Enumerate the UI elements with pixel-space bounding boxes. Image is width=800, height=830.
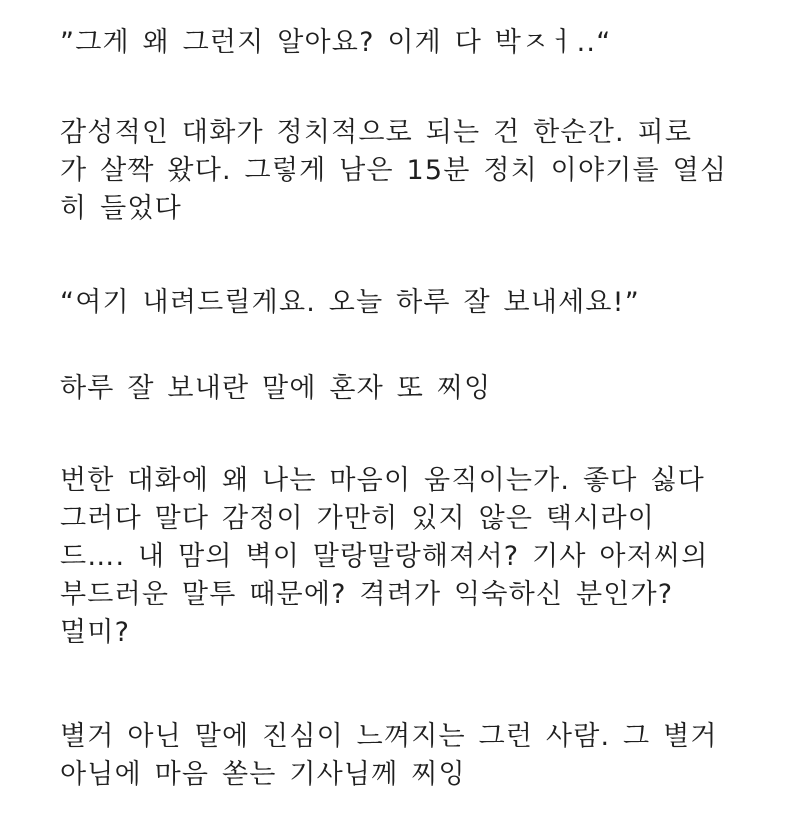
paragraph-political-fatigue — [60, 114, 727, 228]
text-line: 감성적인 대화가 정치적으로 되는 건 한순간. 피로 — [60, 117, 693, 148]
text-line: 하루 잘 보내란 말에 혼자 또 찌잉 — [60, 373, 492, 404]
paragraph-taxi-ride-feelings — [60, 462, 709, 652]
text-line: “여기 내려드릴게요. 오늘 하루 잘 보내세요!” — [60, 287, 640, 318]
paragraph-quote-drop-off — [60, 284, 640, 322]
text-line: 히 들었다 — [60, 193, 182, 224]
text-line: 드…. 내 맘의 벽이 말랑말랑해져서? 기사 아저씨의 — [60, 541, 709, 572]
text-line: 부드러운 말투 때문에? 격려가 익숙하신 분인가? — [60, 579, 674, 610]
text-line: 그러다 말다 감정이 가만히 있지 않은 택시라이 — [60, 503, 656, 534]
text-line: 가 살짝 왔다. 그렇게 남은 15분 정치 이야기를 열심 — [60, 155, 728, 186]
text-line: 별거 아닌 말에 진심이 느껴지는 그런 사람. 그 별거 — [60, 721, 718, 752]
text-line: 아님에 마음 쏟는 기사님께 찌잉 — [60, 759, 466, 790]
text-line: 멀미? — [60, 617, 131, 648]
paragraph-quote-politics — [60, 24, 611, 62]
text-line: ”그게 왜 그런지 알아요? 이게 다 박ㅈㅓ..“ — [60, 27, 612, 58]
text-line: 번한 대화에 왜 나는 마음이 움직이는가. 좋다 싫다 — [60, 465, 705, 496]
paragraph-sincere-driver — [60, 718, 718, 794]
paragraph-have-a-nice-day — [60, 370, 491, 408]
